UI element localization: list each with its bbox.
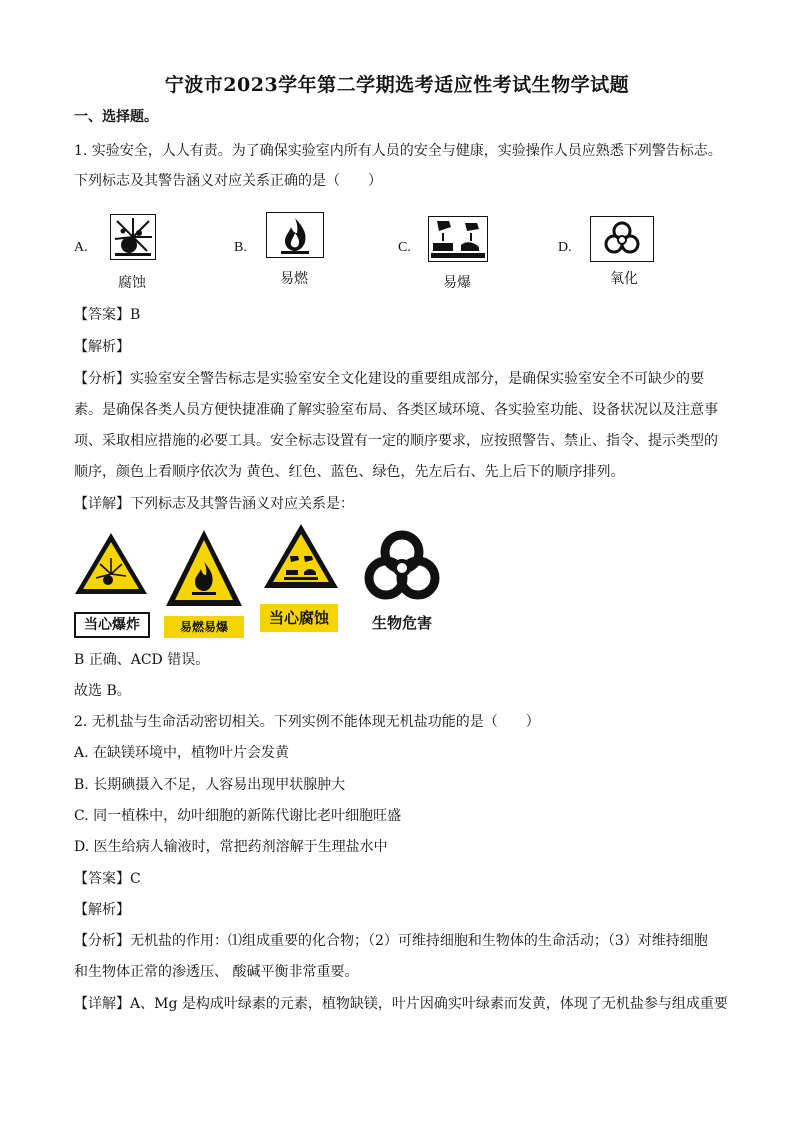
q2-stem: 2. 无机盐与生命活动密切相关。下列实例不能体现无机盐功能的是（ ）	[74, 714, 540, 730]
q1-option-c-letter: C.	[398, 240, 411, 255]
q2-option-b: B. 长期碘摄入不足，人容易出现甲状腺肿大	[74, 777, 346, 793]
q1-fenxi-line-3: 项、采取相应措施的必要工具。安全标志设置有一定的顺序要求，应按照警告、禁止、指令、提示类型的	[74, 433, 718, 449]
sign-caption-explosion: 当心爆炸	[74, 612, 150, 638]
q2-option-d: D. 医生给病人输液时，常把药剂溶解于生理盐水中	[74, 839, 388, 855]
q2-option-a: A. 在缺镁环境中，植物叶片会发黄	[74, 745, 290, 761]
flame-icon	[266, 212, 324, 258]
page-title: 宁波市2023学年第二学期选考适应性考试生物学试题	[164, 74, 630, 96]
q1-detail: 【详解】下列标志及其警告涵义对应关系是：	[74, 496, 354, 512]
q1-conclusion-1: B 正确、ACD 错误。	[74, 652, 210, 668]
q2-analysis-label: 【解析】	[74, 902, 130, 918]
explosion-icon	[110, 214, 156, 260]
q1-fenxi-line-2: 素。是确保各类人员方便快捷准确了解实验室布局、各类区域环境、各实验室功能、设备状况以及注意事	[74, 402, 718, 418]
q1-option-b-letter: B.	[234, 240, 247, 255]
q2-detail-line-1: 【详解】A、Mg 是构成叶绿素的元素，植物缺镁，叶片因确实叶绿素而发黄，体现了无机盐参与组成重要	[74, 996, 728, 1012]
q1-option-d-letter: D.	[558, 240, 572, 255]
q1-conclusion-2: 故选 B。	[74, 683, 131, 699]
q2-fenxi-line-2: 和生物体正常的渗透压、 酸碱平衡非常重要。	[74, 964, 359, 980]
sign-caption-corrosive: 当心腐蚀	[260, 604, 338, 632]
q1-option-b-caption: 易燃	[280, 271, 308, 287]
q1-stem-line-1: 1. 实验安全，人人有责。为了确保实验室内所有人员的安全与健康，实验操作人员应熟悉下列警告标志。	[74, 143, 722, 159]
biohazard-icon	[590, 216, 654, 262]
q1-answer: 【答案】B	[74, 307, 141, 323]
q2-option-c: C. 同一植株中，幼叶细胞的新陈代谢比老叶细胞旺盛	[74, 808, 402, 824]
sign-caption-flammable: 易燃易爆	[164, 616, 244, 638]
sign-caption-biohazard: 生物危害	[371, 614, 432, 632]
q1-stem-line-2: 下列标志及其警告涵义对应关系正确的是（ ）	[74, 173, 382, 189]
corrosion-icon	[428, 216, 488, 262]
biohazard-warning-sign	[364, 528, 440, 612]
q2-fenxi-line-1: 【分析】无机盐的作用：⑴组成重要的化合物；（2）可维持细胞和生物体的生命活动；（3）对维持细胞	[74, 933, 708, 949]
section-heading: 一、选择题。	[74, 109, 158, 125]
q1-fenxi-line-4: 顺序，颜色上看顺序依次为 黄色、红色、蓝色、绿色，先左后右、先上后下的顺序排列。	[74, 464, 625, 480]
flammable-warning-sign	[164, 528, 244, 612]
q1-option-a-caption: 腐蚀	[118, 275, 146, 291]
explosion-warning-sign	[72, 530, 150, 602]
q1-option-a-letter: A.	[74, 240, 88, 255]
q1-option-c-caption: 易爆	[443, 275, 471, 291]
corrosive-warning-sign	[262, 522, 340, 596]
q1-option-d-caption: 氧化	[610, 271, 638, 287]
q1-analysis-label: 【解析】	[74, 339, 130, 355]
q1-fenxi-line-1: 【分析】实验室安全警告标志是实验室安全文化建设的重要组成部分，是确保实验室安全不可缺少的要	[74, 371, 704, 387]
q2-answer: 【答案】C	[74, 871, 141, 887]
